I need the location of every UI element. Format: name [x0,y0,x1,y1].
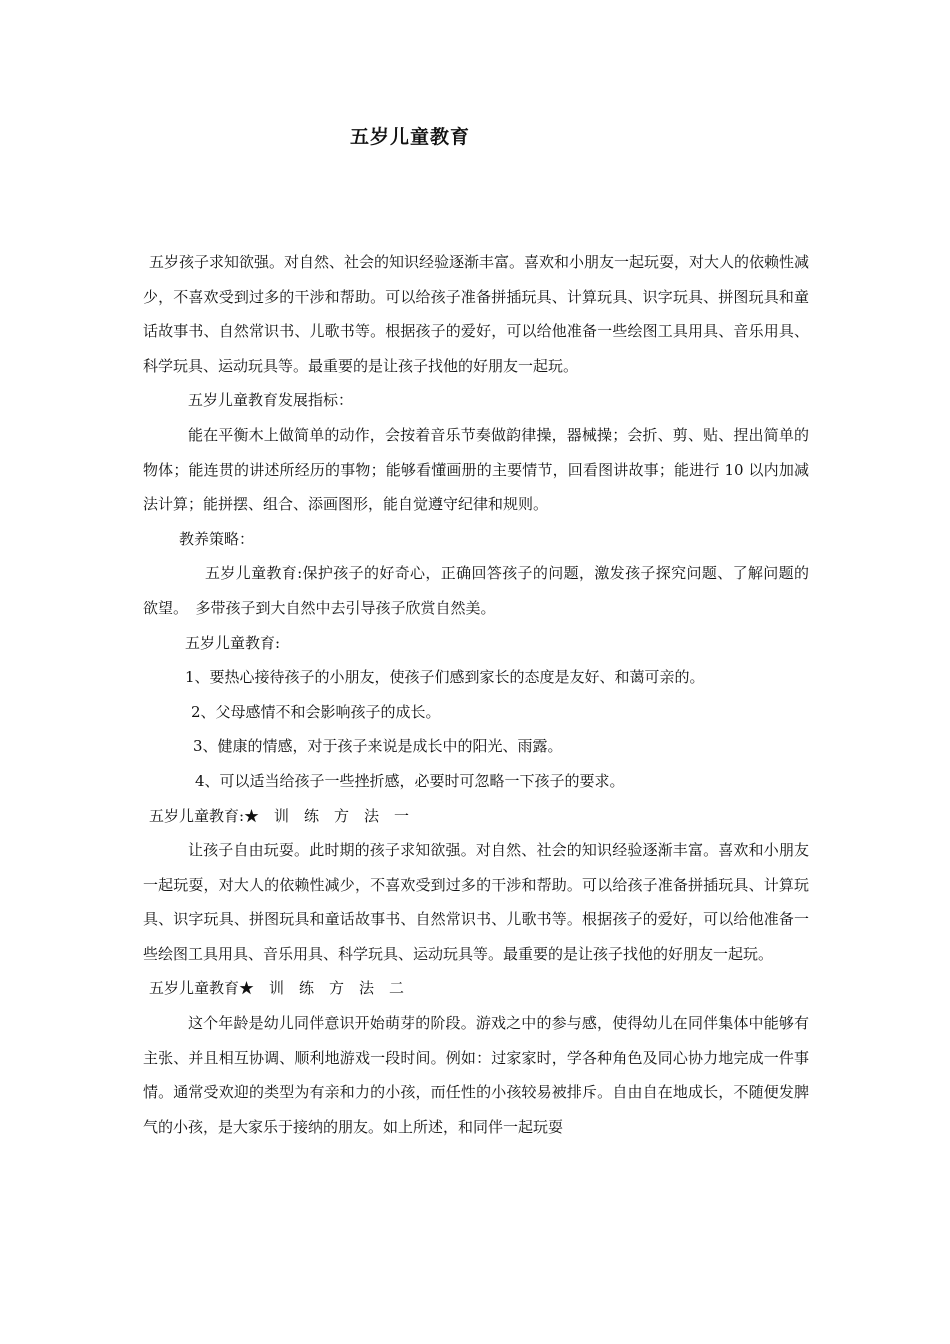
list-item: 1、要热心接待孩子的小朋友，使孩子们感到家长的态度是友好、和蔼可亲的。 [185,668,705,687]
indicators-heading: 五岁儿童教育发展指标： [188,391,354,410]
education-heading: 五岁儿童教育: [185,633,281,652]
method-2-paragraph: 这个年龄是幼儿同伴意识开始萌芽的阶段。游戏之中的参与感，使得幼儿在同伴集体中能够有主张、并且相互协调、顺利地游戏一段时间。例如：过家家时，学各种角色及同心协力地完成一件事情。通常受欢迎的类型为有亲和力的小孩，而任性的小孩较易被排斥。自由自在地成长，不随便发脾气的小孩，是大家乐于接纳的朋友。如上所述，和同伴一起玩耍 [143,1014,809,1136]
intro-paragraph: 五岁孩子求知欲强。对自然、社会的知识经验逐渐丰富。喜欢和小朋友一起玩耍，对大人的依赖性减少，不喜欢受到过多的干涉和帮助。可以给孩子准备拼插玩具、计算玩具、识字玩具、拼图玩具和童话故事书、自然常识书、儿歌书等。根据孩子的爱好，可以给他准备一些绘图工具用具、音乐用具、科学玩具、运动玩具等。最重要的是让孩子找他的好朋友一起玩。 [143,253,810,375]
method-1-paragraph: 让孩子自由玩耍。此时期的孩子求知欲强。对自然、社会的知识经验逐渐丰富。喜欢和小朋友一起玩耍，对大人的依赖性减少，不喜欢受到过多的干涉和帮助。可以给孩子准备拼插玩具、计算玩具、识字玩具、拼图玩具和童话故事书、自然常识书、儿歌书等。根据孩子的爱好，可以给他准备一些绘图工具用具、音乐用具、科学玩具、运动玩具等。最重要的是让孩子找他的好朋友一起玩。 [143,841,809,963]
method-2-heading: 五岁儿童教育★ 训 练 方 法 二 [149,979,405,998]
strategy-heading: 教养策略： [179,529,255,548]
strategy-paragraph: 五岁儿童教育:保护孩子的好奇心，正确回答孩子的问题，激发孩子探究问题、了解问题的欲望。 多带孩子到大自然中去引导孩子欣赏自然美。 [143,564,809,617]
document-body [143,245,809,1144]
indicators-paragraph: 能在平衡木上做简单的动作，会按着音乐节奏做韵律操，器械操；会折、剪、贴、捏出简单的物体；能连贯的讲述所经历的事物；能够看懂画册的主要情节，回看图讲故事；能进行 10 以内加减法计算；能拼摆、组合、添画图形，能自觉遵守纪律和规则。 [143,425,809,514]
list-item: 4、可以适当给孩子一些挫折感，必要时可忽略一下孩子的要求。 [195,771,625,790]
list-item: 2、父母感情不和会影响孩子的成长。 [191,702,441,721]
document-title: 五岁儿童教育 [349,126,470,148]
method-1-heading: 五岁儿童教育:★ 训 练 方 法 一 [149,806,410,825]
list-item: 3、健康的情感，对于孩子来说是成长中的阳光、雨露。 [193,737,563,756]
